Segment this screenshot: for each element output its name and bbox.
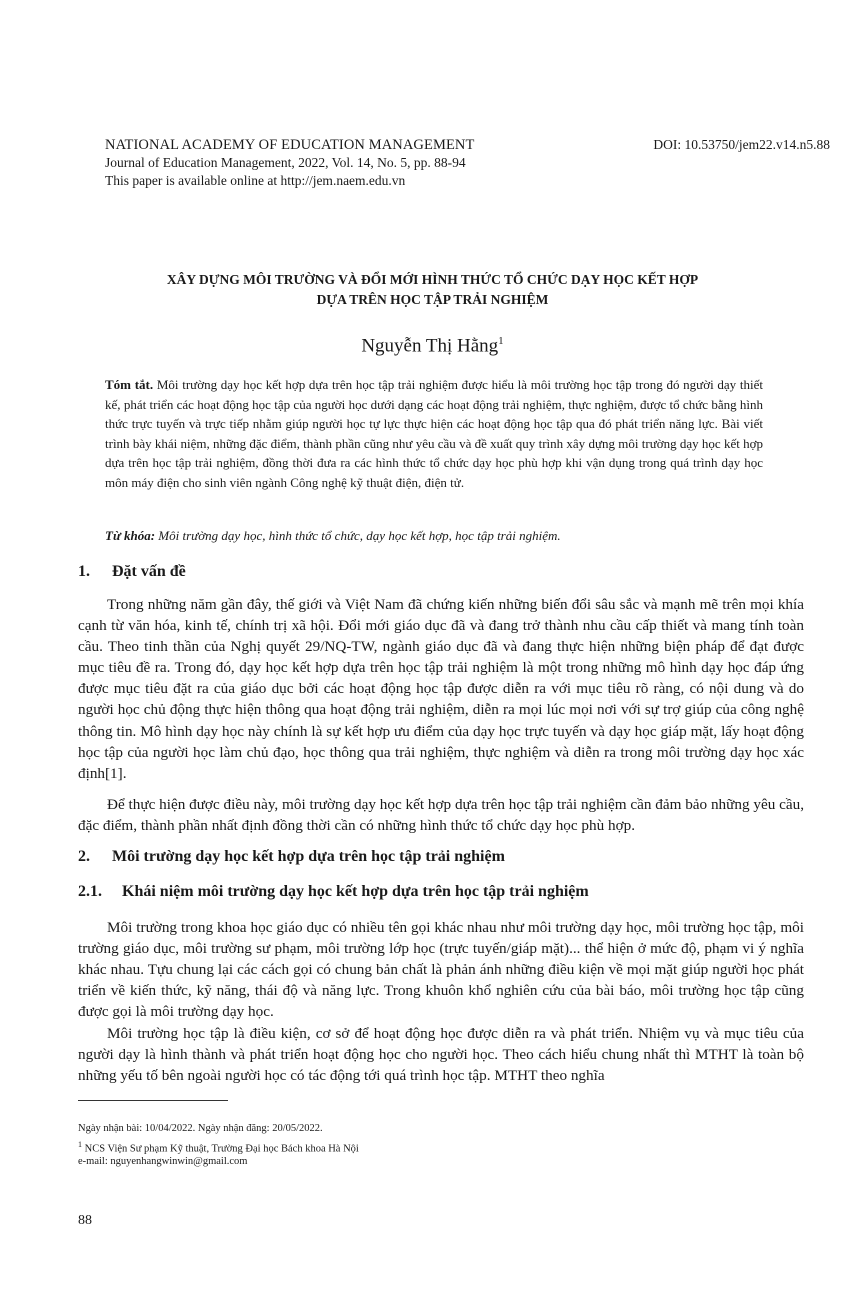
publisher-name: NATIONAL ACADEMY OF EDUCATION MANAGEMENT [105, 137, 475, 153]
paragraph: Môi trường trong khoa học giáo dục có nhiều tên gọi khác nhau như môi trường dạy học, môi trường học tập, môi trường giáo dục, môi trường sư phạm, môi trường lớp học (trực tuyến/giáp mặt)... thể hiện ở mức độ, phạm vi ý nghĩa khác nhau. Tựu chung lại các cách gọi có chung bản chất là phản ánh những điều kiện về mọi mặt giúp người học phát triển về kiến thức, kỹ năng, thái độ và năng lực. Trong khuôn khổ nghiên cứu của bài báo, môi trường học tập cũng được gọi là môi trường dạy học. [78, 919, 804, 1021]
subsection-heading-2-1 [78, 881, 589, 903]
section-heading-1 [78, 561, 186, 583]
paragraph: Môi trường học tập là điều kiện, cơ sở để hoạt động học được diễn ra và phát triển. Nhiệm vụ và mục tiêu của người dạy là hình thành và phát triển hoạt động học cho người học. Theo cách hiểu chung nhất thì MTHT là toàn bộ những yếu tố bên ngoài người học có tác động tới quá trình học tập. MTHT theo nghĩa [78, 1025, 804, 1085]
footnote-marker: 1 [78, 1140, 82, 1149]
author-name: Nguyễn Thị Hằng [361, 335, 499, 357]
journal-citation: Journal of Education Management, 2022, Vol. 14, No. 5, pp. 88-94 [105, 155, 466, 170]
section-title: Đặt vấn đề [112, 563, 186, 580]
section-heading-2 [78, 846, 505, 868]
online-availability: This paper is available online at http://jem.naem.edu.vn [105, 173, 406, 188]
paper-title [90, 270, 775, 310]
paper-title-line-1: XÂY DỰNG MÔI TRƯỜNG VÀ ĐỔI MỚI HÌNH THỨC TỔ CHỨC DẠY HỌC KẾT HỢP [166, 272, 699, 287]
abstract [105, 375, 763, 492]
author-footnote-marker: 1 [498, 335, 504, 347]
subsection-title: Khái niệm môi trường dạy học kết hợp dựa trên học tập trải nghiệm [122, 883, 589, 900]
affiliation-text: NCS Viện Sư phạm Kỹ thuật, Trường Đại học Bách khoa Hà Nội [84, 1143, 359, 1155]
author [90, 329, 775, 358]
page-number: 88 [78, 1213, 92, 1228]
footnote-divider [78, 1100, 228, 1101]
footnote-dates: Ngày nhận bài: 10/04/2022. Ngày nhận đăng: 20/05/2022. [78, 1123, 323, 1134]
section-number: 1. [78, 563, 90, 580]
section-number: 2. [78, 848, 90, 865]
abstract-text: Môi trường dạy học kết hợp dựa trên học tập trải nghiệm được hiểu là môi trường học tập trong đó người dạy thiết kế, phát triển các hoạt động học tập của người học dưới dạng các hoạt động trải nghiệm, thực nghiệm, được tổ chức bằng hình thức trực tuyến và trực tiếp nhằm giúp người học tự lực thực hiện các hoạt động học tập qua đó phát triển năng lực. Bài viết trình bày khái niệm, những đặc điểm, thành phần cũng như yêu cầu và đề xuất quy trình xây dựng môi trường dạy học kết hợp dựa trên học tập trải nghiệm, đồng thời đưa ra các hình thức tổ chức dạy học phù hợp khi vận dụng trong quá trình dạy học môn máy điện cho sinh viên ngành Công nghệ kỹ thuật điện, điện tử. [105, 377, 763, 490]
abstract-label: Tóm tắt. [105, 377, 154, 392]
keywords-label: Từ khóa: [105, 528, 156, 543]
doi: DOI: 10.53750/jem22.v14.n5.88 [653, 137, 830, 152]
paragraph: Trong những năm gần đây, thế giới và Việt Nam đã chứng kiến những biến đổi sâu sắc và mạnh mẽ trên mọi khía cạnh từ văn hóa, kinh tế, chính trị xã hội. Đổi mới giáo dục đã và đang trở thành nhu cầu cấp thiết và mang tính toàn cầu. Theo tinh thần của Nghị quyết 29/NQ-TW, ngành giáo dục đã và đang thực hiện những biện pháp để đạt được mục tiêu đề ra. Trong đó, dạy học kết hợp dựa trên học tập trải nghiệm là một trong những mô hình dạy học đáp ứng được mục tiêu đặt ra của giáo dục bởi các hoạt động học tập được diễn ra với mục tiêu rõ ràng, có nội dung và do người học chủ động thực hiện thông qua hoạt động trải nghiệm, diễn ra mọi lúc mọi nơi với sự trợ giúp của công nghệ thông tin. Mô hình dạy học này chính là sự kết hợp ưu điểm của dạy học trực tuyến và dạy học giáp mặt, lấy hoạt động học tập của người học làm chủ đạo, học thông qua trải nghiệm, thực nghiệm và diễn ra trong môi trường dạy học xác định[1]. [78, 596, 804, 782]
footnote-email: e-mail: nguyenhangwinwin@gmail.com [78, 1156, 248, 1167]
paper-title-line-2: DỰA TRÊN HỌC TẬP TRẢI NGHIỆM [316, 292, 549, 307]
keywords [105, 527, 763, 545]
section-title: Môi trường dạy học kết hợp dựa trên học tập trải nghiệm [112, 848, 505, 865]
subsection-number: 2.1. [78, 883, 102, 900]
keywords-text: Môi trường dạy học, hình thức tổ chức, dạy học kết hợp, học tập trải nghiệm. [158, 528, 561, 543]
paragraph: Để thực hiện được điều này, môi trường dạy học kết hợp dựa trên học tập trải nghiệm cần đảm bảo những yêu cầu, đặc điểm, thành phần nhất định đồng thời cần có những hình thức tổ chức dạy học phù hợp. [78, 796, 804, 835]
journal-header [105, 136, 830, 190]
